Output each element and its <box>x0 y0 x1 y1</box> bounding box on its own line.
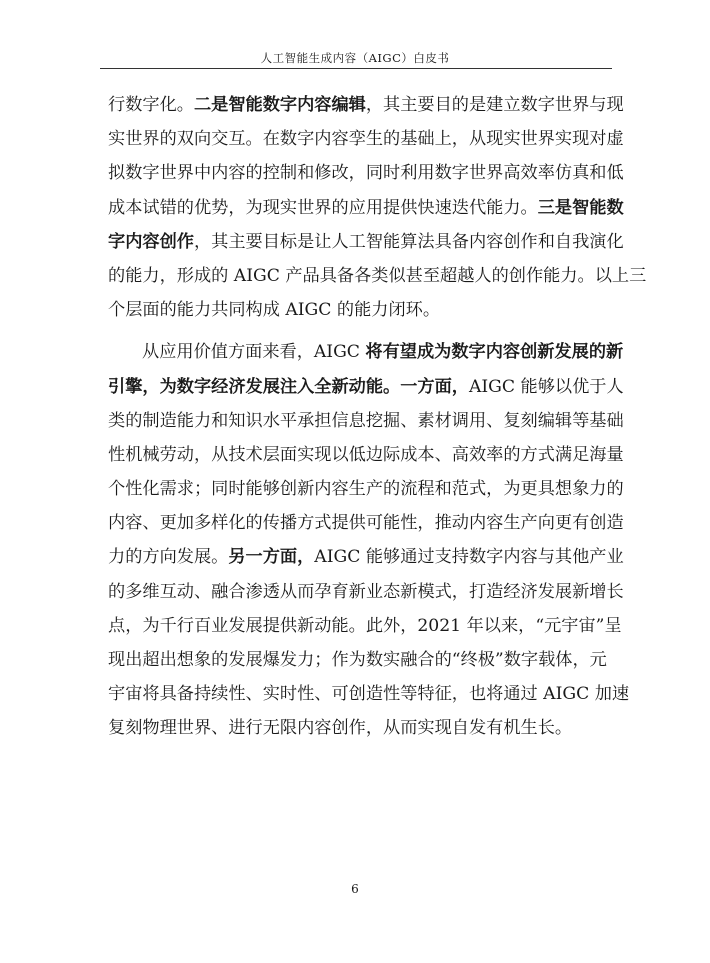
text-line <box>108 370 624 404</box>
text-line <box>108 88 624 122</box>
bold-text: 引擎，为数字经济发展注入全新动能。 <box>108 376 401 397</box>
text-run: 复刻物理世界、进行无限内容创作，从而实现自发有机生长。 <box>108 718 573 739</box>
text-line <box>108 609 622 643</box>
text-run: 成本试错的优势，为现实世界的应用提供快速迭代能力。 <box>108 197 538 218</box>
bold-text: 另一方面， <box>228 547 315 568</box>
text-line <box>108 335 624 369</box>
text-run: 性机械劳动，从技术层面实现以低边际成本、高效率的方式满足海量 <box>108 444 624 465</box>
bold-text: 二是智能数字内容编辑 <box>193 95 366 115</box>
document-body <box>108 88 647 746</box>
text-run: 现出超出想象的发展爆发力；作为数实融合的“终极”数字载体，元 <box>108 650 607 670</box>
text-run: 的多维互动、融合渗透从而孕育新业态新模式，打造经济发展新增长 <box>108 581 624 602</box>
bold-text: 三是智能数 <box>537 197 624 218</box>
text-run: AIGC 能够通过支持数字内容与其他产业 <box>314 547 624 568</box>
paragraph <box>108 335 630 745</box>
bold-text: 一方面， <box>400 376 469 397</box>
paragraph <box>108 88 647 327</box>
text-line <box>108 506 624 540</box>
text-run: AIGC 能够以优于人 <box>468 376 624 397</box>
text-line <box>108 643 607 677</box>
text-run: 个性化需求；同时能够创新内容生产的流程和范式，为更具想象力的 <box>108 479 624 500</box>
text-line <box>108 293 604 327</box>
text-run: 行数字化。 <box>108 95 194 115</box>
header-rule <box>100 68 612 69</box>
text-line <box>108 438 624 472</box>
text-line <box>108 122 624 156</box>
text-line <box>108 711 604 745</box>
text-line <box>108 259 647 293</box>
text-run: 从应用价值方面来看，AIGC <box>142 342 366 363</box>
text-run: 的能力，形成的 AIGC 产品具备各类似甚至超越人的创作能力。以上三 <box>108 265 647 286</box>
text-run: 类的制造能力和知识水平承担信息挖掘、素材调用、复刻编辑等基础 <box>108 410 624 431</box>
page-number: 6 <box>351 882 359 896</box>
text-line <box>108 677 630 711</box>
text-run: 点，为千行百业发展提供新动能。此外，2021 年以来，“元宇宙”呈 <box>108 615 622 636</box>
bold-text: 将有望成为数字内容创新发展的新 <box>365 342 624 363</box>
text-run: 拟数字世界中内容的控制和修改，同时利用数字世界高效率仿真和低 <box>108 163 624 184</box>
text-run: ，其主要目标是让人工智能算法具备内容创作和自我演化 <box>193 231 624 252</box>
text-line <box>108 472 624 506</box>
text-run: 力的方向发展。 <box>108 547 229 568</box>
text-line <box>108 191 624 225</box>
text-run: 个层面的能力共同构成 AIGC 的能力闭环。 <box>108 300 441 321</box>
paragraph-gap <box>108 327 604 335</box>
text-run: ，其主要目的是建立数字世界与现 <box>365 95 624 115</box>
text-line <box>108 225 624 259</box>
bold-text: 字内容创作 <box>108 231 194 252</box>
running-header: 人工智能生成内容（AIGC）白皮书 <box>260 51 450 65</box>
text-line <box>108 575 624 609</box>
text-line <box>108 404 624 438</box>
text-run: 内容、更加多样化的传播方式提供可能性，推动内容生产向更有创造 <box>108 513 624 534</box>
text-run: 宇宙将具备持续性、实时性、可创造性等特征，也将通过 AIGC 加速 <box>108 684 630 705</box>
text-run: 实世界的双向交互。在数字内容孪生的基础上，从现实世界实现对虚 <box>108 129 624 150</box>
text-line <box>108 540 624 574</box>
text-line <box>108 156 624 190</box>
